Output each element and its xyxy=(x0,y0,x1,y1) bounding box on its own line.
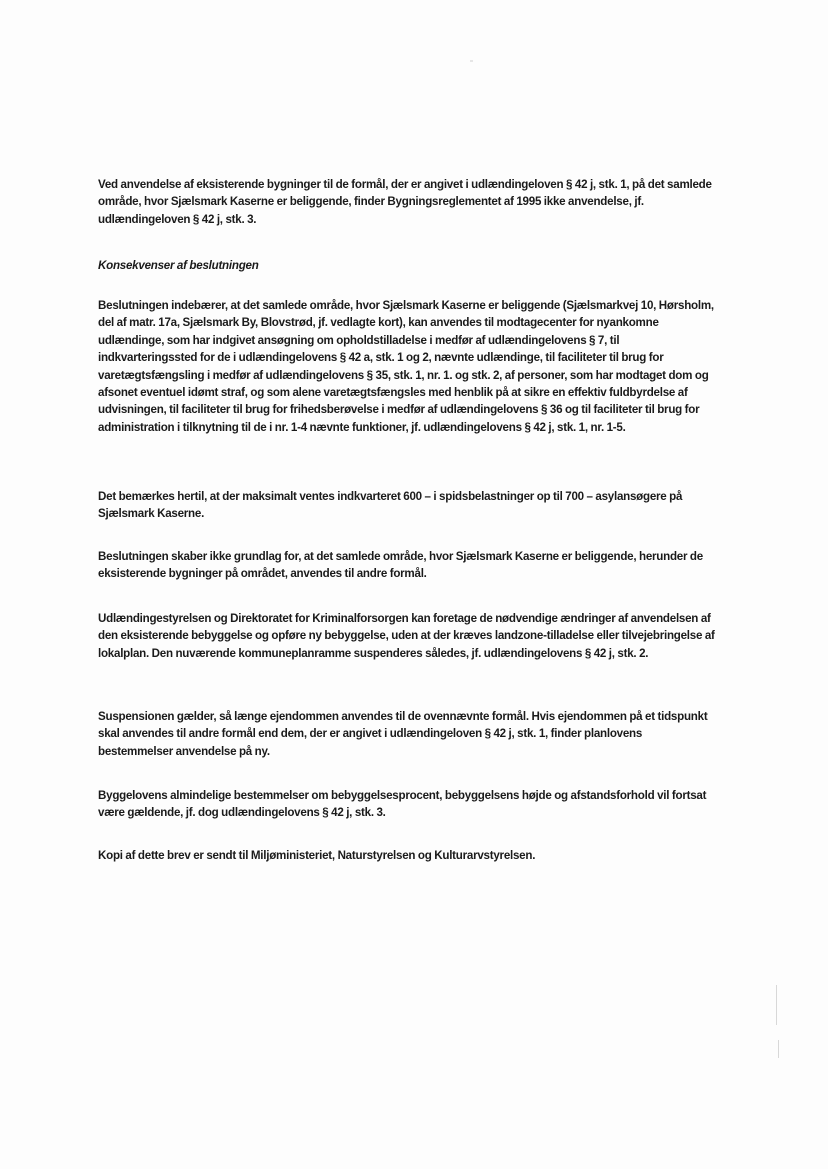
section-heading: Konsekvenser af beslutningen xyxy=(98,259,259,272)
scan-edge-mark xyxy=(778,1040,779,1058)
paragraph-copy-sent: Kopi af dette brev er sendt til Miljøministeriet, Naturstyrelsen og Kulturarvstyrelsen. xyxy=(98,849,536,862)
paragraph-changes-permitted: Udlændingestyrelsen og Direktoratet for Kriminalforsorgen kan foretage de nødvendige ændringer af anvendelsen af den eksisterende bebyggelse og opføre ny bebyggelse, uden at der kræves landzone-tilladelse eller tilvejebringelse af lokalplan. Den nuværende kommuneplanramme suspenderes således, jf. udlændingelovens § 42 j, stk. 2. xyxy=(98,612,715,660)
scan-edge-mark xyxy=(776,985,777,1025)
paragraph-decision-implications: Beslutningen indebærer, at det samlede område, hvor Sjælsmark Kaserne er beliggende (Sjælsmarkvej 10, Hørsholm, del af matr. 17a, Sjælsmark By, Blovstrød, jf. vedlagte kort), kan anvendes til modtagecenter for nyankomne udlændinge, som har indgivet ansøgning om opholdstilladelse i medfør af udlændingelovens § 7, til indkvarteringssted for de i udlændingelovens § 42 a, stk. 1 og 2, nævnte udlændinge, til faciliteter til brug for varetægtsfængsling i medfør af udlændingelovens § 35, stk. 1, nr. 1. og stk. 2, af personer, som har modtaget dom og afsonet eventuel idømt straf, og som alene varetægtsfængsles med henblik på at sikre en effektiv fuldbyrdelse af udvisningen, til faciliteter til brug for frihedsberøvelse i medfør af udlændingelovens § 36 og til faciliteter til brug for administration i tilknytning til de i nr. 1-4 nævnte funktioner, jf. udlændingelovens § 42 j, stk. 1, nr. 1-5. xyxy=(98,299,714,434)
scan-speck xyxy=(470,60,473,62)
paragraph-no-other-use: Beslutningen skaber ikke grundlag for, at det samlede område, hvor Sjælsmark Kaserne er beliggende, herunder de eksisterende bygninger på området, anvendes til andre formål. xyxy=(98,550,703,581)
paragraph-capacity-note: Det bemærkes hertil, at der maksimalt ventes indkvarteret 600 – i spidsbelastninger op til 700 – asylansøgere på Sjælsmark Kaserne. xyxy=(98,490,683,521)
paragraph-building-act: Byggelovens almindelige bestemmelser om bebyggelsesprocent, bebyggelsens højde og afstandsforhold vil fortsat være gældende, jf. dog udlændingelovens § 42 j, stk. 3. xyxy=(98,789,707,820)
paragraph-building-regulations: Ved anvendelse af eksisterende bygninger til de formål, der er angivet i udlændingeloven § 42 j, stk. 1, på det samlede område, hvor Sjælsmark Kaserne er beliggende, finder Bygningsreglementet af 1995 ikke anvendelse, jf. udlændingeloven § 42 j, stk. 3. xyxy=(98,178,712,226)
paragraph-suspension: Suspensionen gælder, så længe ejendommen anvendes til de ovennævnte formål. Hvis ejendommen på et tidspunkt skal anvendes til andre formål end dem, der er angivet i udlændingeloven § 42 j, stk. 1, finder planlovens bestemmelser anvendelse på ny. xyxy=(98,710,708,758)
